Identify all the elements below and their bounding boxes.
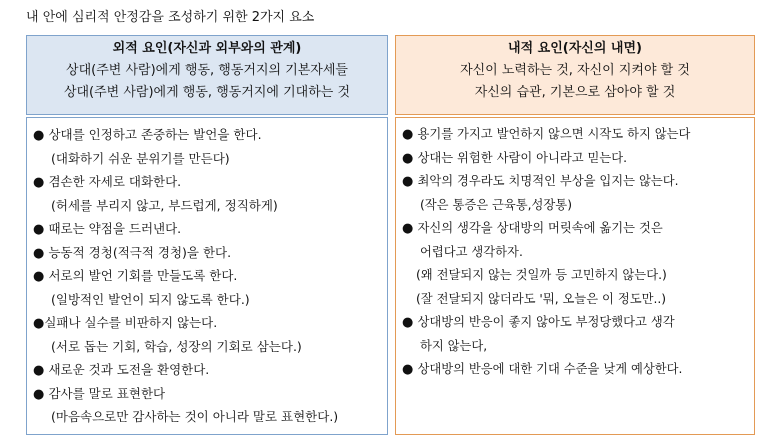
list-item-text: (허세를 부리지 않고, 부드럽게, 정직하게): [51, 197, 278, 213]
list-item-text: 상대는 위험한 사람이 아니라고 믿는다.: [417, 150, 628, 165]
list-item: [33, 358, 387, 382]
bullet-icon: ●: [33, 316, 45, 331]
bullet-icon: ●: [402, 150, 418, 166]
list-item: [33, 147, 387, 171]
list-item: [33, 217, 387, 241]
list-item-text: (대화하기 쉬운 분위기를 만든다): [51, 150, 230, 166]
list-item-text: (일방적인 발언이 되지 않도록 한다.): [51, 291, 250, 307]
bullet-icon: ●: [402, 221, 418, 236]
list-item-text: (마음속으로만 감사하는 것이 아니라 말로 표현한다.): [51, 409, 339, 424]
internal-factors-list: [395, 117, 755, 435]
list-item: [402, 358, 754, 382]
list-item-text: 감사를 말로 표현한다: [48, 385, 166, 401]
list-item: [33, 382, 387, 406]
list-item: [33, 123, 387, 147]
list-item-text: 서로의 발언 기회를 만들도록 한다.: [48, 268, 238, 283]
list-item: [402, 147, 754, 171]
internal-factors-title: 내적 요인(자신의 내면): [508, 41, 642, 56]
list-item-text: 실패나 실수를 비판하지 않는다.: [44, 315, 218, 330]
bullet-icon: ●: [33, 245, 49, 261]
external-factors-list: [26, 117, 388, 435]
page-title: 내 안에 심리적 안정감을 조성하기 위한 2가지 요소: [26, 10, 315, 25]
list-item-text: (왜 전달되지 않는 것일까 등 고민하지 않는다.): [416, 268, 667, 282]
list-item-text: 상대를 인정하고 존중하는 발언을 한다.: [48, 127, 262, 142]
list-item-text: (잘 전달되지 않더라도 '뭐, 오늘은 이 정도만..): [416, 291, 667, 306]
bullet-icon: ●: [33, 269, 49, 284]
list-item: [33, 405, 387, 429]
list-item-text: 능동적 경청(적극적 경청)을 한다.: [48, 244, 232, 260]
external-factors-header: [26, 35, 388, 115]
list-item: [402, 194, 754, 218]
external-factors-desc-2: 상대(주변 사람)에게 행동, 행동거지에 기대하는 것: [63, 85, 351, 100]
list-item: [402, 288, 754, 312]
bullet-icon: ●: [33, 386, 49, 402]
list-item: [33, 241, 387, 265]
bullet-icon: ●: [402, 127, 418, 142]
list-item-text: (작은 통증은 근육통,성장통): [420, 197, 572, 212]
list-item: [33, 288, 387, 312]
list-item: [402, 123, 754, 147]
list-item: [33, 170, 387, 194]
list-item-text: (서로 돕는 기회, 학습, 성장의 기회로 삼는다.): [51, 338, 302, 354]
list-item-text: 용기를 가지고 발언하지 않으면 시작도 하지 않는다: [417, 127, 691, 141]
list-item-text: 겸손한 자세로 대화한다.: [48, 174, 182, 189]
list-item: [33, 194, 387, 218]
bullet-icon: ●: [402, 315, 418, 330]
bullet-icon: ●: [33, 222, 49, 237]
list-item-text: 자신의 생각을 상대방의 머릿속에 옮기는 것은: [417, 221, 663, 235]
internal-factors-header: [395, 35, 755, 115]
list-item-text: 상대방의 반응이 좋지 않아도 부정당했다고 생각: [417, 315, 675, 329]
list-item-text: 어렵다고 생각하자.: [420, 244, 523, 259]
list-item: [33, 264, 387, 288]
external-factors-title: 외적 요인(자신과 외부와의 관계): [112, 41, 302, 56]
list-item: [402, 335, 754, 359]
external-factors-desc-1: 상대(주변 사람)에게 행동, 행동거지의 기본자세들: [66, 63, 348, 78]
list-item: [402, 217, 754, 241]
internal-factors-desc-1: 자신이 노력하는 것, 자신이 지켜야 할 것: [460, 63, 690, 78]
list-item: [402, 311, 754, 335]
internal-factors-desc-2: 자신의 습관, 기본으로 삼아야 할 것: [474, 85, 676, 100]
bullet-icon: ●: [33, 363, 49, 378]
bullet-icon: ●: [402, 362, 418, 377]
list-item: [33, 335, 387, 359]
list-item-text: 최악의 경우라도 치명적인 부상을 입지는 않는다.: [417, 174, 679, 188]
bullet-icon: ●: [33, 128, 49, 143]
list-item: [33, 311, 387, 335]
list-item-text: 새로운 것과 도전을 환영한다.: [48, 362, 210, 377]
list-item-text: 하지 않는다,: [420, 338, 488, 353]
bullet-icon: ●: [402, 174, 418, 189]
list-item: [402, 170, 754, 194]
list-item-text: 때로는 약점을 드러낸다.: [48, 221, 182, 236]
list-item: [402, 264, 754, 288]
bullet-icon: ●: [33, 175, 49, 190]
list-item: [402, 241, 754, 265]
list-item-text: 상대방의 반응에 대한 기대 수준을 낮게 예상한다.: [417, 362, 683, 376]
